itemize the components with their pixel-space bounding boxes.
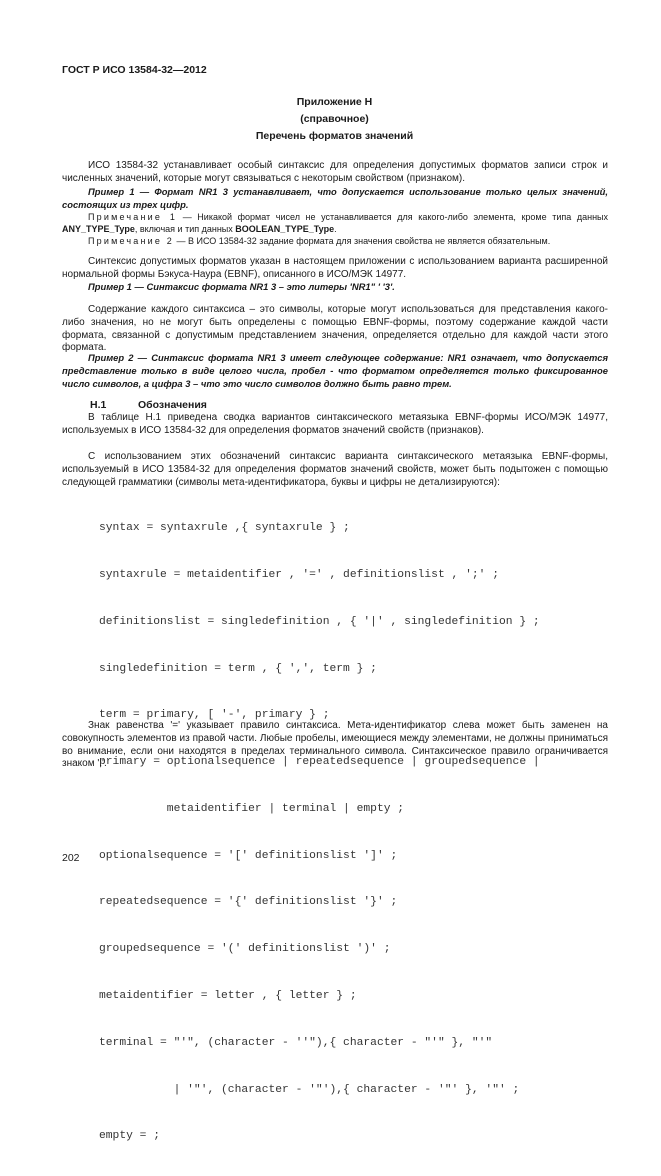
section-paragraph-2: С использованием этих обозначений синтаксис варианта синтаксического метаязыка EBNF-формы, используемый в ИСО 13584-32 для определения форматов значений свойств, может быть подытожен с помощью следующей грамматики (символы мета-идентификатора, буквы и цифры не детализируются): [62, 451, 608, 488]
grammar-line: groupedsequence = '(' definitionslist ')' ; [99, 943, 391, 956]
section-paragraph-1: В таблице H.1 приведена сводка вариантов синтаксического метаязыка EBNF-формы ИСО/МЭК 14977, используемых в ИСО 13584-32 для определения форматов значений свойств (признаков). [62, 412, 608, 436]
standard-header: ГОСТ Р ИСО 13584-32—2012 [62, 64, 207, 76]
content-paragraph: Содержание каждого синтаксиса – это символы, которые могут использоваться для представления какого-либо значения, но не могут быть определены с помощью EBNF-формы, поэтому содержание каждой части формата, связанной с допустимым представлением значения, определяется отдельно для каждой части этого формата. [62, 304, 608, 354]
page-number: 202 [62, 852, 80, 864]
note-1 [62, 211, 608, 235]
intro-paragraph: ИСО 13584-32 устанавливает особый синтаксис для определения допустимых форматов записи строк и численных значений, которые могут связываться с некоторым свойством (признаком). [62, 160, 608, 184]
section-number: H.1 [90, 399, 107, 411]
grammar-line: syntaxrule = metaidentifier , '=' , definitionslist , ';' ; [99, 568, 499, 581]
section-heading [90, 399, 207, 411]
note-2 [62, 235, 608, 247]
grammar-line: repeatedsequence = '{' definitionslist '}' ; [99, 896, 398, 909]
appendix-type: (справочное) [300, 113, 369, 125]
grammar-line: metaidentifier = letter , { letter } ; [99, 990, 357, 1002]
note-1-label: Примечание 1 [88, 212, 178, 222]
syntax-example-1: Пример 1 — Синтаксис формата NR1 3 – это литеры 'NR1" ' '3'. [88, 281, 395, 292]
grammar-line: singledefinition = term , { ',', term } ; [99, 662, 377, 675]
grammar-line: term = primary, [ '-', primary } ; [99, 709, 330, 722]
grammar-line: empty = ; [99, 1130, 161, 1143]
closing-paragraph: Знак равенства '=' указывает правило синтаксиса. Мета-идентификатор слева может быть заменен на совокупность элементов из правой части. Любые пробелы, имеющиеся между элементами, не должны приниматься во внимание, если они находятся в пределах терминального символа. Синтаксическое правило ограничивается знаком ';'. [62, 720, 608, 770]
grammar-line: primary = optionalsequence | repeatedsequence | groupedsequence | [99, 756, 540, 769]
example-2: Пример 2 — Синтаксис формата NR1 3 имеет следующее содержание: NR1 означает, что допускается представление только в виде целого числа, пробел - что форматом определяется только фиксированное число символов, а цифра 3 – что это число символов должно быть равно трем. [62, 352, 608, 389]
appendix-subtitle: Перечень форматов значений [255, 130, 414, 142]
note-1-text-a: — Никакой формат чисел не устанавливается для какого-либо элемента, кроме типа данных [177, 212, 609, 222]
note-1-text-c: . [334, 224, 337, 234]
note-2-text: — В ИСО 13584-32 задание формата для значения свойства не является обязательным. [174, 236, 551, 246]
grammar-line: | '"', (character - '"'),{ character - '"' }, '"' ; [99, 1083, 520, 1096]
grammar-line: terminal = "'", (character - ''"),{ character - "'" }, "'" [99, 1036, 493, 1049]
note-2-label: Примечание 2 [88, 236, 174, 246]
note-1-type-2: BOOLEAN_TYPE_Type [235, 224, 335, 234]
grammar-line: optionalsequence = '[' definitionslist ']' ; [99, 849, 398, 862]
section-title: Обозначения [138, 399, 207, 411]
syntax-paragraph: Синтексис допустимых форматов указан в настоящем приложении с использованием варианта расширенной нормальной формы Бэкуса-Наура (EBNF), описанного в ИСО/МЭК 14977. [62, 256, 608, 280]
appendix-title: Приложение H [296, 96, 373, 108]
grammar-block [99, 490, 540, 1176]
note-1-type-1: ANY_TYPE_Type [62, 224, 135, 234]
note-1-text-b: , включая и тип данных [134, 224, 236, 234]
grammar-line: definitionslist = singledefinition , { '|' , singledefinition } ; [99, 615, 540, 628]
grammar-line: metaidentifier | terminal | empty ; [99, 802, 405, 815]
example-1: Пример 1 — Формат NR1 3 устанавливает, что допускается использование только целых значений, состоящих из трех цифр. [62, 186, 608, 210]
grammar-line: syntax = syntaxrule ,{ syntaxrule } ; [99, 522, 350, 535]
